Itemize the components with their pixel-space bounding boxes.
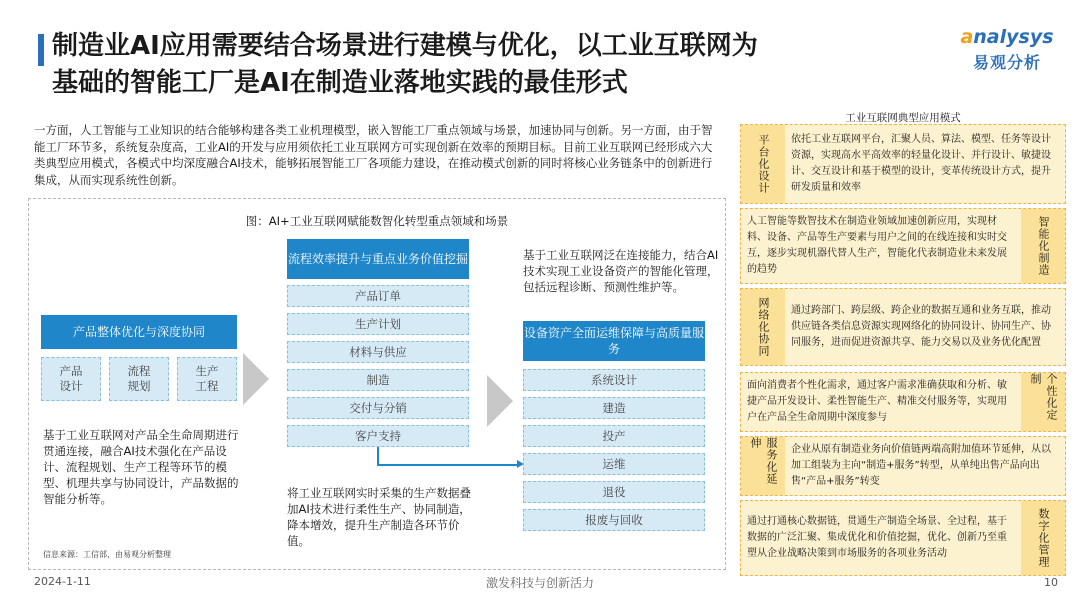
col1-description: 基于工业互联网对产品全生命周期进行贯通连接，融合AI技术强化在产品设计、流程规划、生产工程等环节的模型、机理共享与协同设计，产品数据的智能分析等。 (43, 428, 239, 506)
page-title (52, 28, 912, 102)
col2-item: 产品订单 (287, 285, 469, 307)
mode-tag: 服务化延伸 (741, 437, 785, 495)
col1-header: 产品整体优化与深度协同 (41, 315, 237, 349)
col3-item: 报废与回收 (523, 509, 705, 531)
col2-item: 生产计划 (287, 313, 469, 335)
page-title-line1: 制造业AI应用需要结合场景进行建模与优化，以工业互联网为 (52, 31, 758, 61)
mode-tag: 平台化设计 (741, 125, 785, 203)
flow-arrow-icon (487, 375, 513, 427)
mode-card (740, 124, 1066, 204)
col2-header: 流程效率提升与重点业务价值挖掘 (287, 239, 469, 279)
col3-item: 投产 (523, 425, 705, 447)
col3-item: 建造 (523, 397, 705, 419)
logo-chinese-name: 易观分析 (972, 53, 1041, 72)
analysys-logo (952, 26, 1062, 73)
mode-tag: 智能化制造 (1021, 209, 1065, 283)
mode-description: 人工智能等数智技术在制造业领域加速创新应用，实现材料、设备、产品等生产要素与用户之间的在线连接和实时交互，逐步实现机器代替人生产，智能化代表制造业未来发展的趋势 (747, 216, 1007, 275)
col2-item: 制造 (287, 369, 469, 391)
col1-item: 流程 规划 (109, 357, 169, 401)
col2-item: 材料与供应 (287, 341, 469, 363)
col3-item: 退役 (523, 481, 705, 503)
col3-item: 系统设计 (523, 369, 705, 391)
modes-panel-title: 工业互联网典型应用模式 (845, 112, 961, 124)
title-accent-bar (38, 34, 44, 66)
connector-line (377, 447, 379, 465)
mode-card (740, 436, 1066, 496)
logo-wordmark: analysys (960, 26, 1054, 48)
mode-card (740, 288, 1066, 366)
mode-card (740, 500, 1066, 576)
mode-description: 企业从原有制造业务向价值链两端高附加值环节延伸，从以加工组装为主向“制造+服务”转型，从单纯出售产品向出售“产品+服务”转变 (791, 444, 1051, 487)
mode-tag: 网络化协同 (741, 289, 785, 365)
footer-slogan: 激发科技与创新活力 (485, 576, 594, 590)
mode-card (740, 208, 1066, 284)
source-note: 信息来源：工信部，由易观分析整理 (43, 550, 171, 559)
col3-header: 设备资产全面运维保障与高质量服务 (523, 321, 705, 361)
footer-date: 2024-1-11 (34, 575, 91, 588)
col3-description: 基于工业互联网泛在连接能力，结合AI技术实现工业设备资产的智能化管理，包括远程诊断、预测性维护等。 (523, 248, 719, 294)
mode-description: 通过跨部门、跨层级、跨企业的数据互通和业务互联，推动供应链各类信息资源实现网络化的协同设计、协同生产、协同服务，进而促进资源共享、能力交易以及业务优化配置 (791, 305, 1051, 348)
mode-description: 依托工业互联网平台，汇聚人员、算法、模型、任务等设计资源，实现高水平高效率的轻量化设计、并行设计、敏捷设计、交互设计和基于模型的设计，变革传统设计方式，提升研发质量和效率 (791, 134, 1051, 193)
mode-description: 通过打通核心数据链，贯通生产制造全场景、全过程，基于数据的广泛汇聚、集成优化和价值挖掘，优化、创新乃至重塑从企业战略决策到市场服务的各项业务活动 (747, 516, 1007, 559)
mode-card (740, 372, 1066, 432)
mode-tag: 个性化定制 (1021, 373, 1065, 431)
col2-item: 客户支持 (287, 425, 469, 447)
col1-item: 产品 设计 (41, 357, 101, 401)
page-number: 10 (1044, 576, 1058, 589)
page-title-line2: 基础的智能工厂是AI在制造业落地实践的最佳形式 (52, 68, 628, 98)
col1-item: 生产 工程 (177, 357, 237, 401)
connector-line (377, 464, 517, 466)
intro-paragraph: 一方面，人工智能与工业知识的结合能够构建各类工业机理模型，嵌入智能工厂重点领域与场景，加速协同与创新。另一方面，由于智能工厂环节多，系统复杂度高，工业AI的开发与应用须依托工业互联网方可实现创新在效率的预期目标。目前工业互联网已经形成六大类典型应用模式，各模式中均深度融合AI技术，能够拓展智能工厂各项能力建设，在推动模式创新的同时将核心业务链条中的创新进行集成，从而实现系统性创新。 (34, 123, 713, 187)
col3-item: 运维 (523, 453, 705, 475)
col2-item: 交付与分销 (287, 397, 469, 419)
mode-description: 面向消费者个性化需求，通过客户需求准确获取和分析、敏捷产品开发设计、柔性智能生产、精准交付服务等，实现用户在产品全生命周期中深度参与 (747, 380, 1007, 423)
col2-description: 将工业互联网实时采集的生产数据叠加AI技术进行柔性生产、协同制造，降本增效，提升生产制造各环节价值。 (287, 486, 471, 548)
figure-title: 图：AI+工业互联网赋能数智化转型重点领域和场景 (245, 214, 509, 228)
flow-arrow-icon (243, 353, 269, 405)
figure-panel (28, 198, 726, 570)
mode-tag: 数字化管理 (1021, 501, 1065, 575)
